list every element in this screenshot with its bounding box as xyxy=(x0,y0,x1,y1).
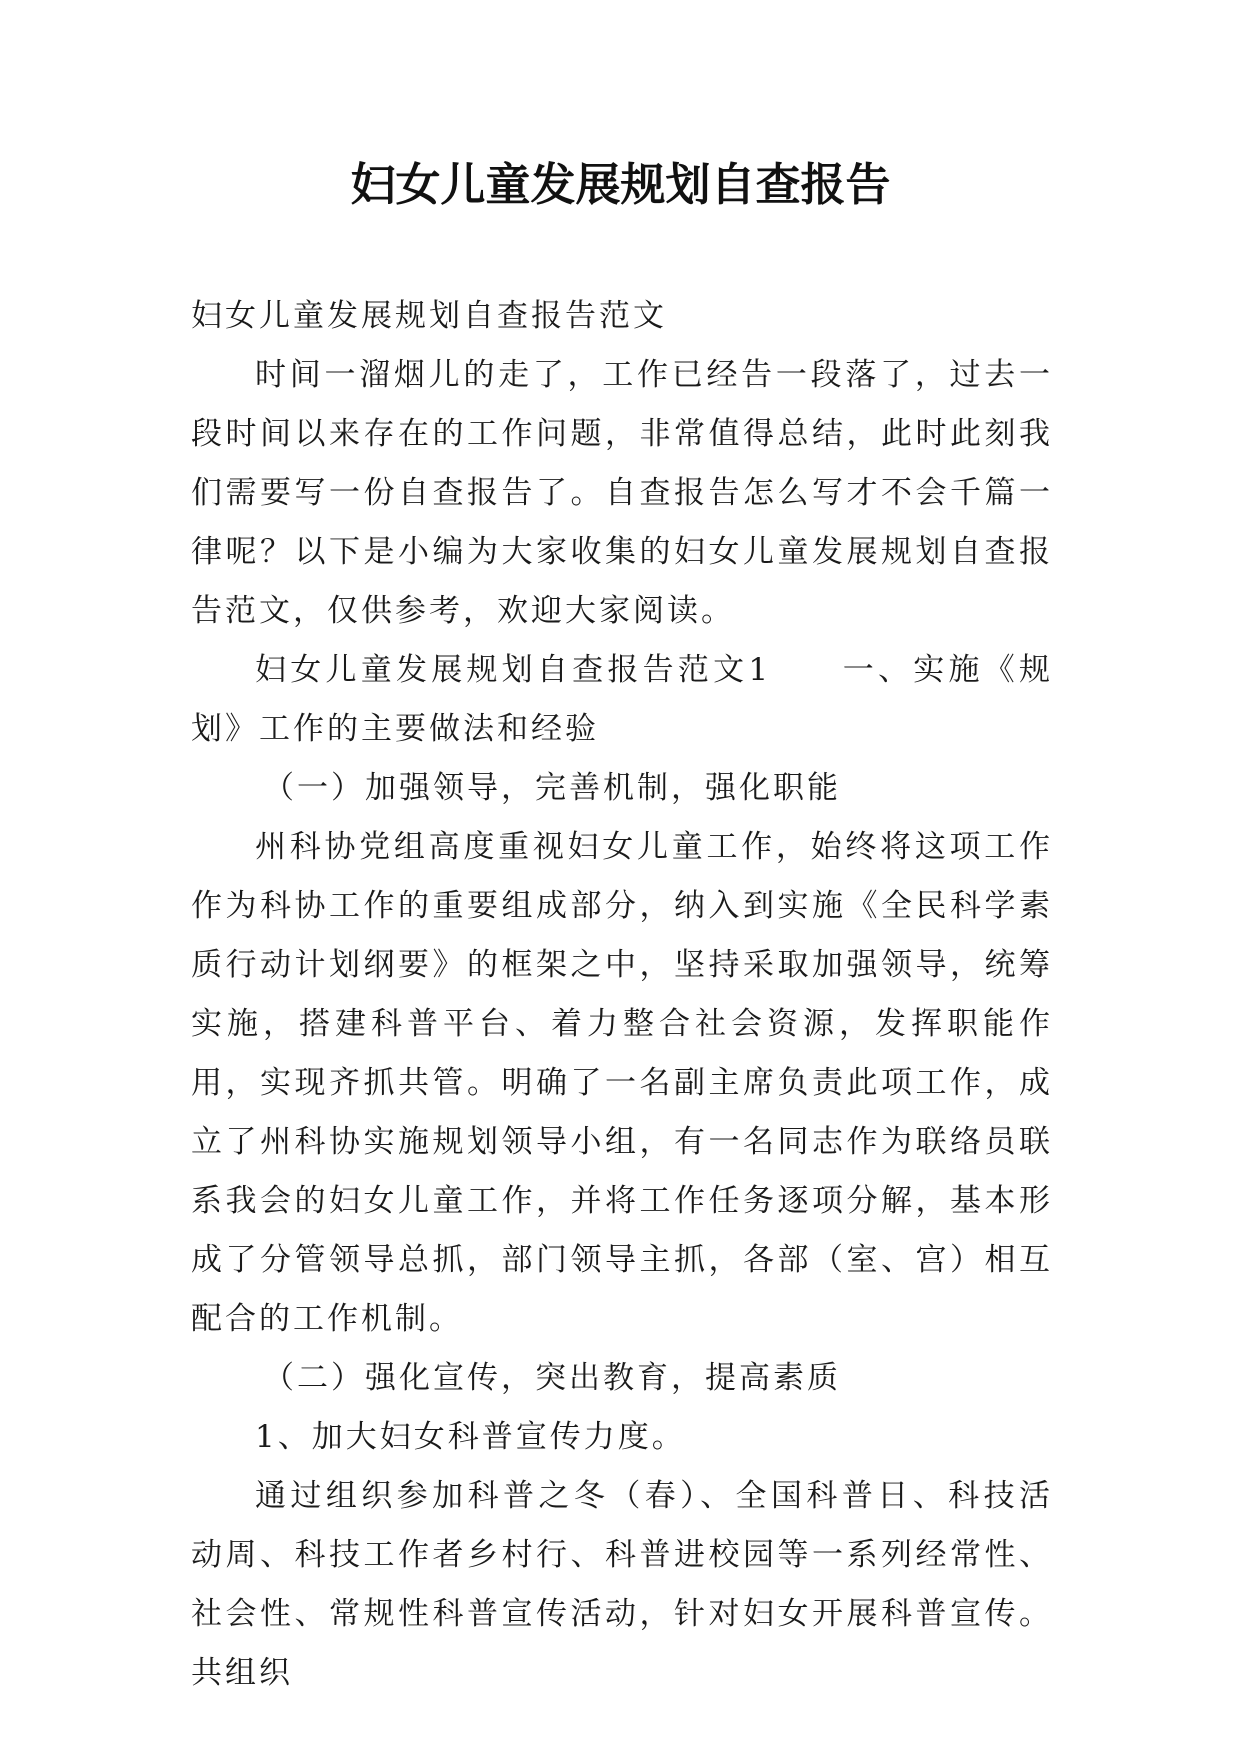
body-paragraph-1: 州科协党组高度重视妇女儿童工作，始终将这项工作作为科协工作的重要组成部分，纳入到实施《全民科学素质行动计划纲要》的框架之中，坚持采取加强领导，统筹实施，搭建科普平台、着力整合社会资源，发挥职能作用，实现齐抓共管。明确了一名副主席负责此项工作，成立了州科协实施规划领导小组，有一名同志作为联络员联系我会的妇女儿童工作，并将工作任务逐项分解，基本形成了分管领导总抓，部门领导主抓，各部（室、宫）相互配合的工作机制。 xyxy=(191,829,1053,1337)
intro-paragraph: 时间一溜烟儿的走了，工作已经告一段落了，过去一段时间以来存在的工作问题，非常值得总结，此时此刻我们需要写一份自查报告了。自查报告怎么写才不会千篇一律呢？以下是小编为大家收集的妇女儿童发展规划自查报告范文，仅供参考，欢迎大家阅读。 xyxy=(191,357,1053,629)
document-title: 妇女儿童发展规划自查报告 xyxy=(350,158,891,211)
list-item-1: 1、加大妇女科普宣传力度。 xyxy=(255,1419,686,1455)
document-body xyxy=(191,287,1053,1703)
subsection-heading-1: （一）加强领导，完善机制，强化职能 xyxy=(263,770,841,806)
section-heading-paragraph: 妇女儿童发展规划自查报告范文1 一、实施《规划》工作的主要做法和经验 xyxy=(191,652,1053,747)
subsection-heading-2: （二）强化宣传，突出教育，提高素质 xyxy=(263,1360,841,1396)
body-paragraph-2: 通过组织参加科普之冬（春）、全国科普日、科技活动周、科技工作者乡村行、科普进校园等一系列经常性、社会性、常规性科普宣传活动，针对妇女开展科普宣传。共组织 xyxy=(191,1478,1053,1691)
subtitle-paragraph: 妇女儿童发展规划自查报告范文 xyxy=(191,298,667,334)
